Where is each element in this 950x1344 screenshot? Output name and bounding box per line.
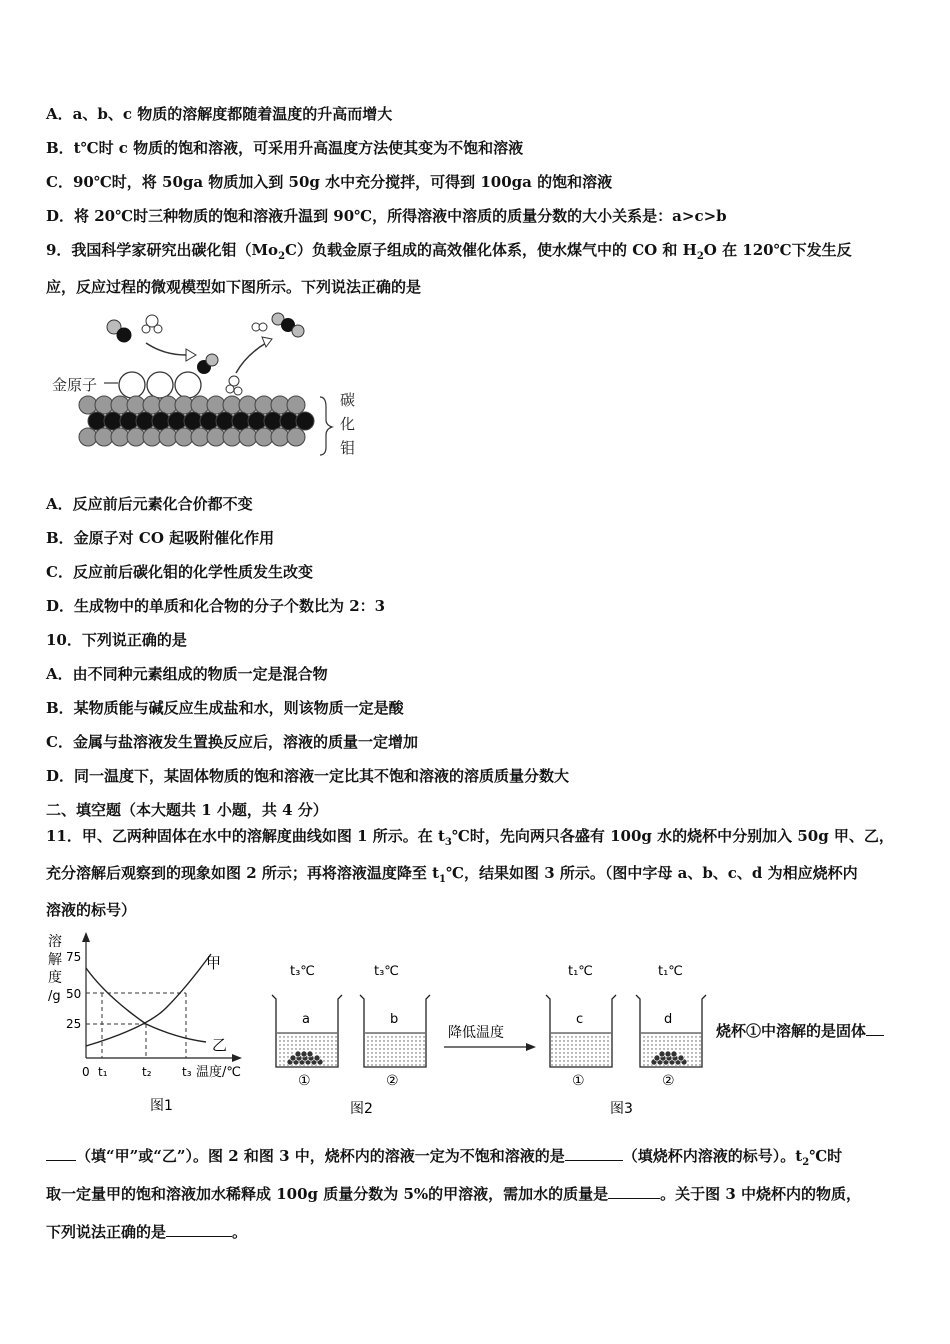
q11-side-text-content: 烧杯①中溶解的是固体 — [716, 1022, 867, 1040]
q11-line5b: 。关于图 3 中烧杯内的物质， — [660, 1185, 862, 1203]
lattice-atom — [127, 396, 145, 414]
q9-stem-line1 — [46, 239, 852, 262]
q9-stem-line2: 应，反应过程的微观模型如下图所示。下列说法正确的是 — [46, 278, 422, 296]
lattice-atom — [95, 428, 113, 446]
fig2-temp-label-1: t₃℃ — [290, 964, 315, 979]
h2-molecule-icon — [252, 323, 267, 331]
lattice-atom — [248, 412, 266, 430]
fig1-ytick-75: 75 — [66, 950, 82, 964]
section-heading: 二、填空题（本大题共 1 小题，共 4 分） — [46, 801, 328, 819]
support-brace-icon — [320, 397, 332, 455]
q11-line2 — [46, 862, 858, 885]
lattice-atom — [287, 396, 305, 414]
lattice-atom — [287, 428, 305, 446]
q9-stem-1b: C）负载金原子组成的高效催化体系，使水煤气中的 CO 和 H — [285, 241, 697, 259]
adsorbed-o-icon — [206, 354, 218, 366]
q11-line1-sub: 3 — [444, 837, 452, 848]
beaker-c-letter: c — [576, 1012, 584, 1027]
lattice-atom — [175, 396, 193, 414]
co2-molecule-icon — [272, 313, 304, 337]
lattice-atom — [207, 428, 225, 446]
precipitate-particle — [665, 1051, 671, 1057]
q8-option-c: C．90℃时，将 50ga 物质加入到 50g 水中充分搅拌，可得到 100ga 的饱和溶液 — [46, 173, 613, 191]
lattice-atom — [232, 412, 250, 430]
q9-option-d: D．生成物中的单质和化合物的分子个数比为 2：3 — [46, 597, 386, 615]
q9-option-c: C．反应前后碳化钼的化学性质发生改变 — [46, 563, 313, 581]
q9-figure-micro-model — [46, 305, 376, 465]
q8-option-a: A．a、b、c 物质的溶解度都随着温度的升高而增大 — [46, 105, 393, 123]
lattice-atom — [127, 428, 145, 446]
co-molecule-icon — [107, 320, 131, 342]
lattice-atom — [79, 428, 97, 446]
lattice-atom — [200, 412, 218, 430]
q11-line1b: ℃时，先向两只各盛有 100g 水的烧杯中分别加入 50g 甲、乙， — [451, 827, 894, 845]
q11-line1 — [46, 825, 894, 848]
q11-line4-sub: 2 — [802, 1157, 810, 1168]
lattice-atom — [207, 396, 225, 414]
fig3-temp-label-2: t₁℃ — [658, 964, 683, 979]
lattice-atom — [216, 412, 234, 430]
q11-line4c: ℃时 — [809, 1147, 843, 1165]
q9-stem-sub1: 2 — [278, 251, 286, 262]
answer-blank-1b[interactable] — [46, 1146, 76, 1161]
precipitate-particle — [290, 1055, 296, 1061]
lattice-atom — [255, 428, 273, 446]
q11-side-text — [716, 1020, 884, 1041]
lattice-atom — [191, 428, 209, 446]
fig1-ylabel-char2: 解 — [48, 952, 62, 968]
lattice-atom — [88, 412, 106, 430]
arrow-out-icon — [236, 343, 266, 373]
answer-blank-1a[interactable] — [866, 1021, 884, 1036]
q11-line4b: （填烧杯内溶液的标号）。t — [622, 1147, 803, 1165]
h2o-molecule-icon — [142, 315, 162, 333]
lattice-atom — [120, 412, 138, 430]
lattice-atom — [184, 412, 202, 430]
lattice-atom — [223, 428, 241, 446]
q9-stem-1c: O 在 120℃下发生反 — [703, 241, 852, 259]
fig1-caption: 图1 — [150, 1098, 173, 1114]
cooling-arrow-label: 降低温度 — [448, 1025, 504, 1041]
q10-option-a: A．由不同种元素组成的物质一定是混合物 — [46, 665, 328, 683]
precipitate-particle — [295, 1051, 301, 1057]
q9-stem-sub2: 2 — [696, 251, 704, 262]
fig2-fig3-beakers — [262, 955, 712, 1125]
fig1-ytick-50: 50 — [66, 987, 82, 1001]
lattice-atom — [239, 396, 257, 414]
fig1-solubility-chart — [46, 928, 261, 1123]
fig1-curve-yi — [86, 968, 206, 1042]
q8-option-d: D．将 20℃时三种物质的饱和溶液升温到 90℃，所得溶液中溶质的质量分数的大小关系是：a>c>b — [46, 207, 727, 225]
fig1-series-jia-label: 甲 — [206, 954, 222, 972]
lattice-atom — [159, 396, 177, 414]
fig1-ytick-25: 25 — [66, 1017, 82, 1031]
beaker-b-number: ② — [386, 1073, 399, 1089]
q10-option-c: C．金属与盐溶液发生置换反应后，溶液的质量一定增加 — [46, 733, 418, 751]
mo2c-support-lattice — [79, 396, 314, 446]
answer-blank-3[interactable] — [608, 1184, 660, 1199]
arrow-in-icon — [146, 343, 186, 355]
lattice-atom — [271, 428, 289, 446]
q11-line4a: （填“甲”或“乙”）。图 2 和图 3 中，烧杯内的溶液一定为不饱和溶液的是 — [76, 1147, 565, 1165]
lattice-atom — [280, 412, 298, 430]
precipitate-particle — [307, 1051, 313, 1057]
beaker-a — [272, 995, 342, 1089]
fig1-xtick-t3: t₃ — [182, 1065, 192, 1079]
beaker-a-number: ① — [298, 1073, 311, 1089]
beaker-d — [636, 995, 706, 1089]
arrow-out-head-icon — [262, 337, 272, 347]
precipitate-particle — [654, 1055, 660, 1061]
gold-atom-label: 金原子 — [52, 376, 98, 394]
lattice-atom — [239, 428, 257, 446]
q11-line1a: 11．甲、乙两种固体在水中的溶解度曲线如图 1 所示。在 t — [46, 827, 445, 845]
gold-atoms-icon — [119, 372, 201, 398]
beaker-c — [546, 995, 616, 1089]
q10-stem: 10．下列说正确的是 — [46, 631, 187, 649]
q11-line5a: 取一定量甲的饱和溶液加水稀释成 100g 质量分数为 5%的甲溶液，需加水的质量是 — [46, 1185, 609, 1203]
q11-line2a: 充分溶解后观察到的现象如图 2 所示；再将溶液温度降至 t — [46, 864, 440, 882]
beaker-d-number: ② — [662, 1073, 675, 1089]
fig2-caption: 图2 — [350, 1101, 373, 1117]
arrow-in-head-icon — [186, 349, 196, 361]
beaker-b-letter: b — [390, 1012, 399, 1027]
fig1-xtick-t2: t₂ — [142, 1065, 152, 1079]
support-label-char1: 碳 — [340, 391, 356, 409]
lattice-atom — [175, 428, 193, 446]
q10-option-d: D．同一温度下，某固体物质的饱和溶液一定比其不饱和溶液的溶质质量分数大 — [46, 767, 570, 785]
q11-line3: 溶液的标号） — [46, 901, 137, 919]
beaker-c-number: ① — [572, 1073, 585, 1089]
fig1-xlabel: 温度/℃ — [196, 1065, 241, 1080]
lattice-atom — [255, 396, 273, 414]
fig1-xtick-0: 0 — [82, 1065, 90, 1079]
adsorbed-h-icon — [229, 376, 239, 386]
q9-stem-1a: 9．我国科学家研究出碳化钼（Mo — [46, 241, 279, 259]
beaker-d-letter: d — [664, 1012, 673, 1027]
lattice-atom — [104, 412, 122, 430]
q11-line2-sub: 1 — [439, 874, 447, 885]
beaker-b — [360, 995, 430, 1089]
lattice-atom — [223, 396, 241, 414]
fig1-curve-jia — [86, 954, 211, 1046]
fig1-ylabel-char1: 溶 — [48, 934, 62, 950]
lattice-atom — [111, 428, 129, 446]
fig1-ylabel-char3: 度 — [48, 970, 62, 986]
precipitate-particle — [678, 1055, 684, 1061]
lattice-atom — [152, 412, 170, 430]
precipitate-particle — [314, 1055, 320, 1061]
fig3-temp-label-1: t₁℃ — [568, 964, 593, 979]
fig2-temp-label-2: t₃℃ — [374, 964, 399, 979]
q8-option-b: B．t℃时 c 物质的饱和溶液，可采用升高温度方法使其变为不饱和溶液 — [46, 139, 524, 157]
lattice-atom — [168, 412, 186, 430]
precipitate-particle — [659, 1051, 665, 1057]
q11-line6b: 。 — [232, 1223, 248, 1241]
support-label-char2: 化 — [340, 415, 356, 433]
lattice-atom — [296, 412, 314, 430]
q9-option-b: B．金原子对 CO 起吸附催化作用 — [46, 529, 275, 547]
precipitate-particle — [301, 1051, 307, 1057]
q11-line6 — [46, 1221, 247, 1242]
answer-blank-4[interactable] — [166, 1222, 232, 1237]
lattice-atom — [271, 396, 289, 414]
q10-option-b: B．某物质能与碱反应生成盐和水，则该物质一定是酸 — [46, 699, 404, 717]
q11-line6a: 下列说法正确的是 — [46, 1223, 167, 1241]
lattice-atom — [191, 396, 209, 414]
fig3-caption: 图3 — [610, 1101, 633, 1117]
fig1-yunit: /g — [48, 989, 61, 1004]
lattice-atom — [143, 428, 161, 446]
lattice-atom — [79, 396, 97, 414]
fig1-series-yi-label: 乙 — [212, 1036, 228, 1054]
lattice-atom — [143, 396, 161, 414]
lattice-atom — [159, 428, 177, 446]
beaker-a-letter: a — [302, 1012, 310, 1027]
lattice-atom — [111, 396, 129, 414]
q11-line4 — [46, 1145, 842, 1168]
fig1-xtick-t1: t₁ — [98, 1065, 108, 1079]
precipitate-particle — [671, 1051, 677, 1057]
support-label-char3: 钼 — [340, 439, 356, 457]
lattice-atom — [264, 412, 282, 430]
q9-option-a: A．反应前后元素化合价都不变 — [46, 495, 253, 513]
lattice-atom — [136, 412, 154, 430]
lattice-atom — [95, 396, 113, 414]
q11-line2b: ℃，结果如图 3 所示。（图中字母 a、b、c、d 为相应烧杯内 — [446, 864, 858, 882]
answer-blank-2[interactable] — [565, 1146, 623, 1161]
q11-line5 — [46, 1183, 861, 1204]
